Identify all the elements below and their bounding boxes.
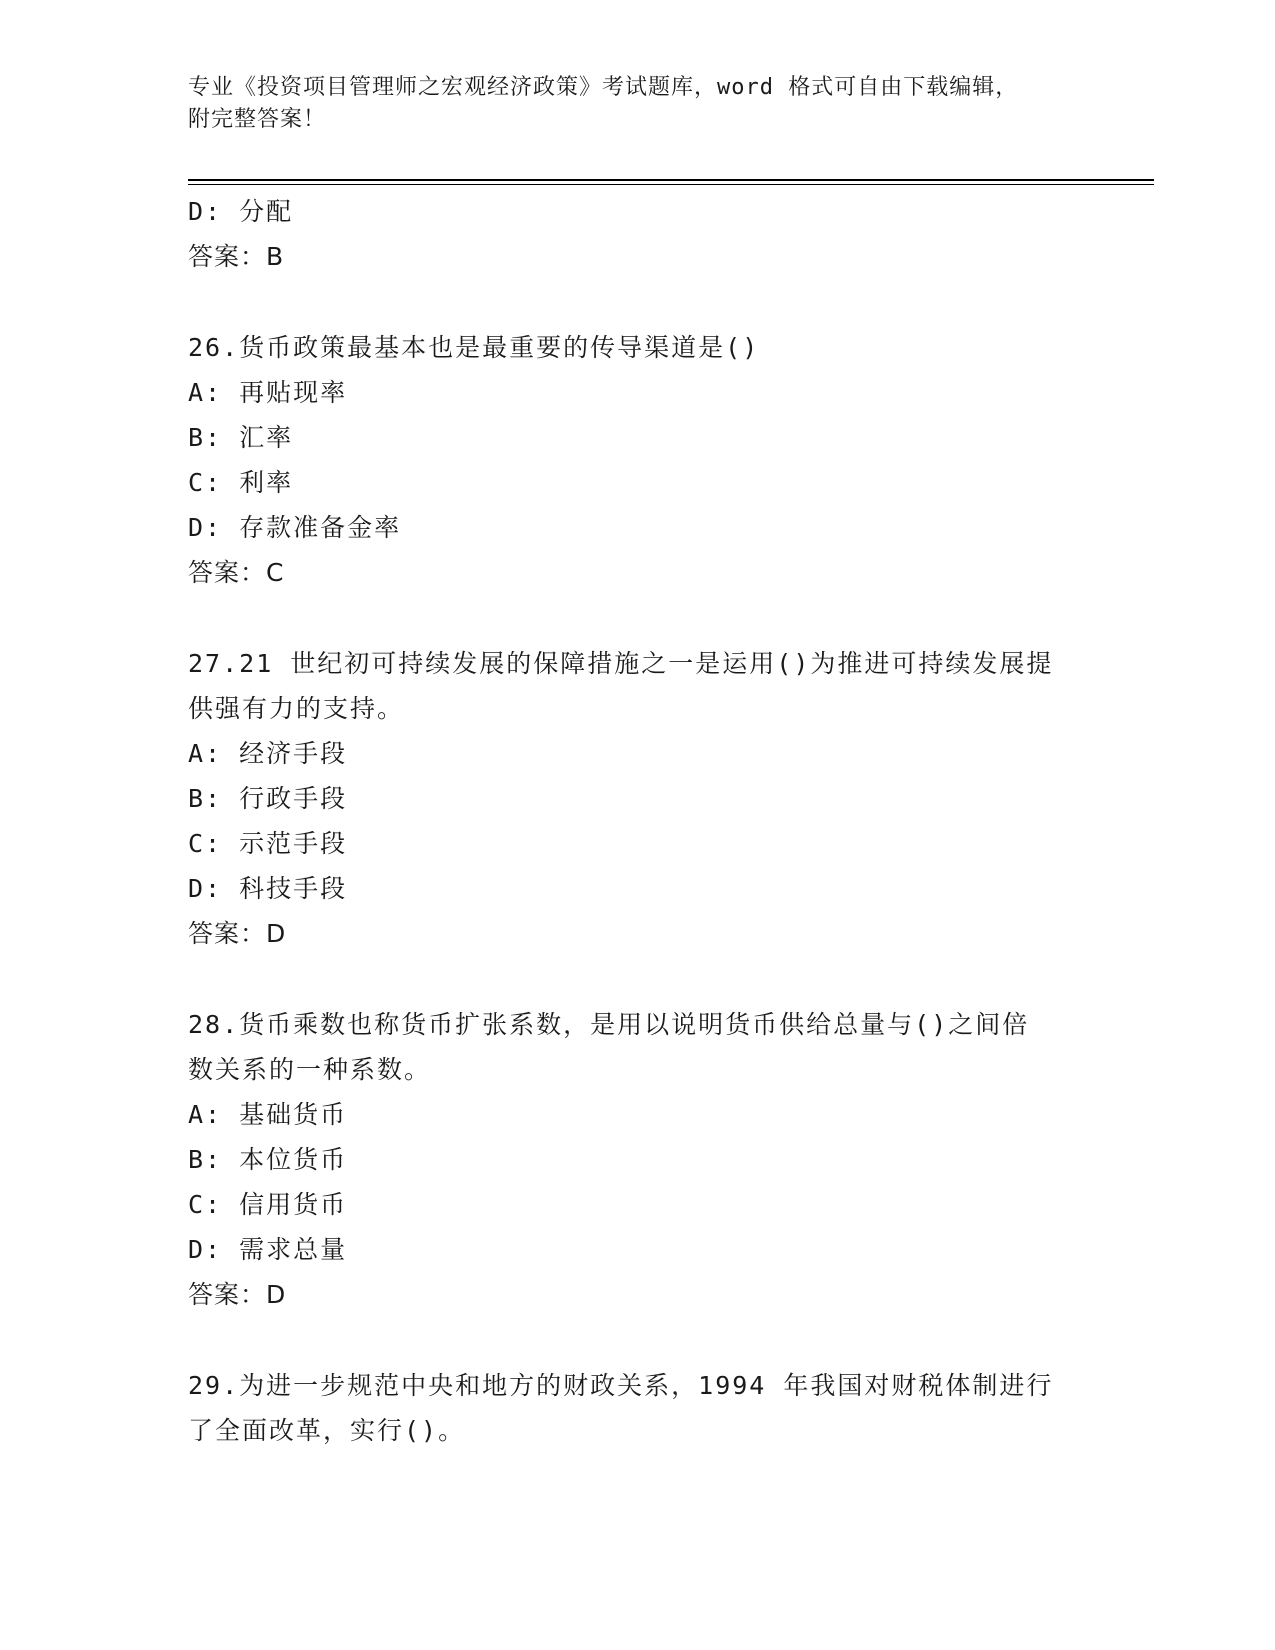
document-header <box>188 72 1088 136</box>
option-c: C: 利率 <box>188 468 294 497</box>
previous-question-tail <box>188 189 1088 279</box>
spacer <box>188 1317 1088 1363</box>
question-stem-line-1: 29.为进一步规范中央和地方的财政关系，1994 年我国对财税体制进行 <box>188 1371 1054 1400</box>
question-27 <box>188 641 1088 956</box>
spacer <box>188 595 1088 641</box>
header-divider-thick <box>188 179 1154 181</box>
question-list <box>188 189 1088 1453</box>
option-b: B: 行政手段 <box>188 784 348 813</box>
answer: 答案：C <box>188 558 285 587</box>
option-c: C: 信用货币 <box>188 1190 348 1219</box>
question-28 <box>188 1002 1088 1317</box>
answer: 答案：D <box>188 919 287 948</box>
question-stem-line-1: 27.21 世纪初可持续发展的保障措施之一是运用()为推进可持续发展提 <box>188 649 1054 678</box>
option-a: A: 再贴现率 <box>188 378 348 407</box>
option-a: A: 基础货币 <box>188 1100 348 1129</box>
answer: 答案：D <box>188 1280 287 1309</box>
option-d: D: 存款准备金率 <box>188 513 402 542</box>
question-stem-line-2: 供强有力的支持。 <box>188 694 405 723</box>
option-b: B: 本位货币 <box>188 1145 348 1174</box>
option-d: D: 分配 <box>188 197 294 226</box>
answer: 答案：B <box>188 242 285 271</box>
option-d: D: 科技手段 <box>188 874 348 903</box>
header-divider-thin <box>188 184 1154 185</box>
question-stem-line-2: 了全面改革，实行()。 <box>188 1416 466 1445</box>
option-b: B: 汇率 <box>188 423 294 452</box>
question-stem-line-1: 28.货币乘数也称货币扩张系数，是用以说明货币供给总量与()之间倍 <box>188 1010 1030 1039</box>
header-line-2: 附完整答案！ <box>188 107 327 132</box>
header-line-1: 专业《投资项目管理师之宏观经济政策》考试题库，word 格式可自由下载编辑， <box>188 75 1019 100</box>
question-stem-line-2: 数关系的一种系数。 <box>188 1055 432 1084</box>
spacer <box>188 956 1088 1002</box>
option-a: A: 经济手段 <box>188 739 348 768</box>
question-stem: 26.货币政策最基本也是最重要的传导渠道是() <box>188 333 760 362</box>
question-26 <box>188 325 1088 595</box>
question-29 <box>188 1363 1088 1453</box>
option-c: C: 示范手段 <box>188 829 348 858</box>
option-d: D: 需求总量 <box>188 1235 348 1264</box>
spacer <box>188 279 1088 325</box>
